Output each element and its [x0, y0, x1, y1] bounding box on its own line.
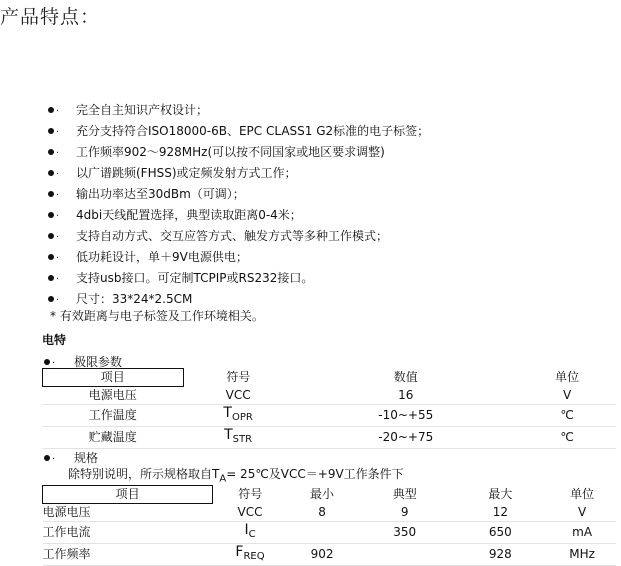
table-header-row: 项目 符号 最小 典型 最大 单位: [43, 486, 617, 504]
list-item: · 充分支持符合ISO18000-6B、EPC CLASS1 G2标准的电子标签；: [48, 123, 429, 141]
table-row: 工作频率 $F_{REQ}$ 902 928 MHz: [43, 544, 617, 566]
table-row: 电源电压 VCC 16 V: [43, 387, 617, 405]
bullet-icon: [48, 107, 54, 113]
bullet-icon: [48, 212, 54, 218]
bullet-icon: [48, 149, 54, 155]
bullet-icon: [48, 233, 54, 239]
spec-table: [42, 485, 616, 566]
bullet-icon: [48, 275, 54, 281]
limits-subsection: · 极限参数: [44, 353, 122, 370]
list-item: · 支持自动方式、交互应答方式、触发方式等多种工作模式；: [48, 228, 388, 246]
spec-condition: 除特别说明，所示规格取自$T_A=$ 25℃及VCC＝+9V工作条件下: [68, 467, 404, 485]
list-item: · 尺寸：33*24*2.5CM: [48, 291, 192, 309]
list-item: · 支持usb接口。可定制TCPIP或RS232接口。: [48, 270, 313, 288]
list-item: · 完全自主知识产权设计；: [48, 102, 208, 120]
table-row: 工作电流 $I_C$ 350 650 mA: [43, 522, 617, 544]
limits-table: [42, 368, 616, 449]
electrical-section-title: 电特: [42, 333, 67, 347]
bullet-icon: [48, 254, 54, 260]
bullet-icon: [48, 296, 54, 302]
bullet-icon: [44, 455, 50, 461]
list-item: · 工作频率902～928MHz(可以按不同国家或地区要求调整): [48, 144, 385, 162]
distance-note: * 有效距离与电子标签及工作环境相关。: [50, 309, 264, 323]
page-title: 产品特点：: [0, 6, 101, 28]
list-item: · 输出功率达至30dBm（可调）；: [48, 186, 245, 204]
list-item: · 低功耗设计，单＋9V电源供电；: [48, 249, 248, 267]
bullet-icon: [48, 170, 54, 176]
table-header-row: 项目 符号 数值 单位: [43, 369, 617, 387]
spec-subsection: · 规格: [44, 449, 98, 466]
bullet-icon: [48, 191, 54, 197]
list-item: · 以广谱跳频(FHSS)或定频发射方式工作；: [48, 165, 297, 183]
table-row: 贮藏温度 $T_{STR}$ -20~+75 ℃: [43, 427, 617, 449]
list-item: · 4dbi天线配置选择，典型读取距离0-4米；: [48, 207, 302, 225]
table-row: 工作温度 $T_{OPR}$ -10~+55 ℃: [43, 405, 617, 427]
table-row: 电源电压 VCC 8 9 12 V: [43, 504, 617, 522]
bullet-icon: [44, 359, 50, 365]
bullet-icon: [48, 128, 54, 134]
